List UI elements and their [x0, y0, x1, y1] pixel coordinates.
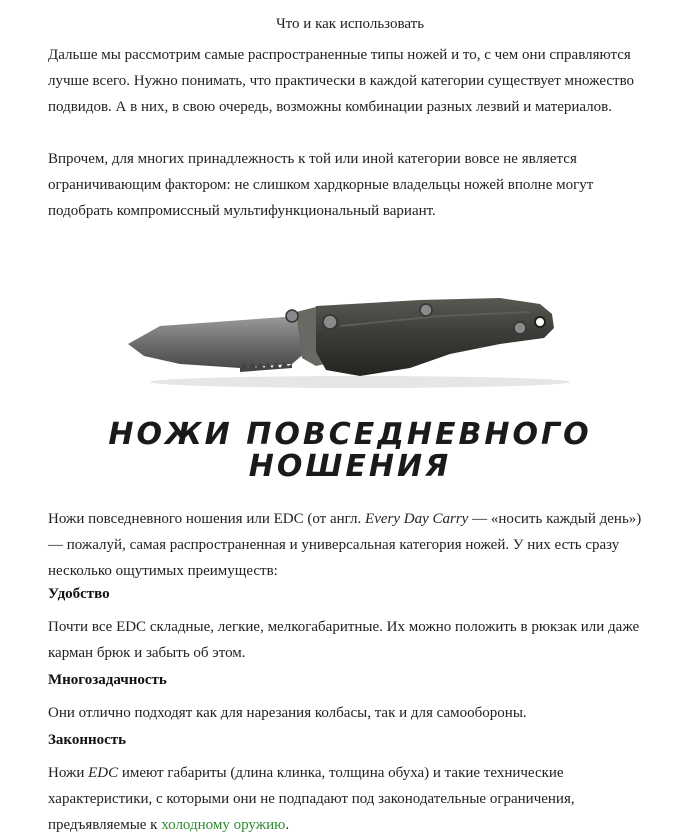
legality-text-mid: имеют габариты (длина клинка, толщина обуха) и такие технические характеристики, с которыми они не подпадают под законодательные ограничения, предъявляемые к — [48, 765, 575, 833]
legality-text-end: . — [285, 817, 290, 833]
folding-knife-icon — [120, 282, 580, 394]
legality-paragraph — [48, 760, 658, 838]
illustration-heading-line-2: НОШЕНИЯ — [248, 449, 452, 484]
subheading-legality: Законность — [48, 732, 127, 748]
intro-paragraph-2: Впрочем, для многих принадлежность к той или иной категории вовсе не является ограничивающим фактором: не слишком хардкорные владельцы ножей вполне могут подобрать компромиссный мультифункциональный вариант. — [48, 151, 594, 219]
legality-text-italic: EDC — [88, 765, 119, 781]
edc-text-italic: Every Day Carry — [365, 511, 469, 527]
multitasking-paragraph: Они отлично подходят как для нарезания колбасы, так и для самообороны. — [48, 705, 527, 721]
edc-text-end: — «носить каждый день») — пожалуй, самая распространенная и универсальная категория ножей. У них есть сразу несколько ощутимых преимуществ: — [48, 511, 642, 579]
illustration-heading-line-1: НОЖИ ПОВСЕДНЕВНОГО — [108, 417, 592, 452]
edc-paragraph — [48, 506, 658, 584]
section-title: Что и как использовать — [275, 16, 425, 32]
cold-weapon-link[interactable]: холодному оружию — [161, 817, 286, 833]
subheading-convenience: Удобство — [48, 586, 110, 602]
edc-text-start: Ножи повседневного ношения или EDC (от англ. — [48, 511, 366, 527]
subheading-multitasking: Многозадачность — [48, 672, 167, 688]
intro-paragraph-1: Дальше мы рассмотрим самые распространенные типы ножей и то, с чем они справляются лучше всего. Нужно понимать, что практически в каждой категории существует множество подвидов. А в них, в свою очередь, возможны комбинации разных лезвий и материалов. — [48, 47, 635, 115]
convenience-paragraph: Почти все EDC складные, легкие, мелкогабаритные. Их можно положить в рюкзак или даже карман брюк и забыть об этом. — [48, 619, 640, 661]
legality-text-start: Ножи — [48, 765, 89, 781]
